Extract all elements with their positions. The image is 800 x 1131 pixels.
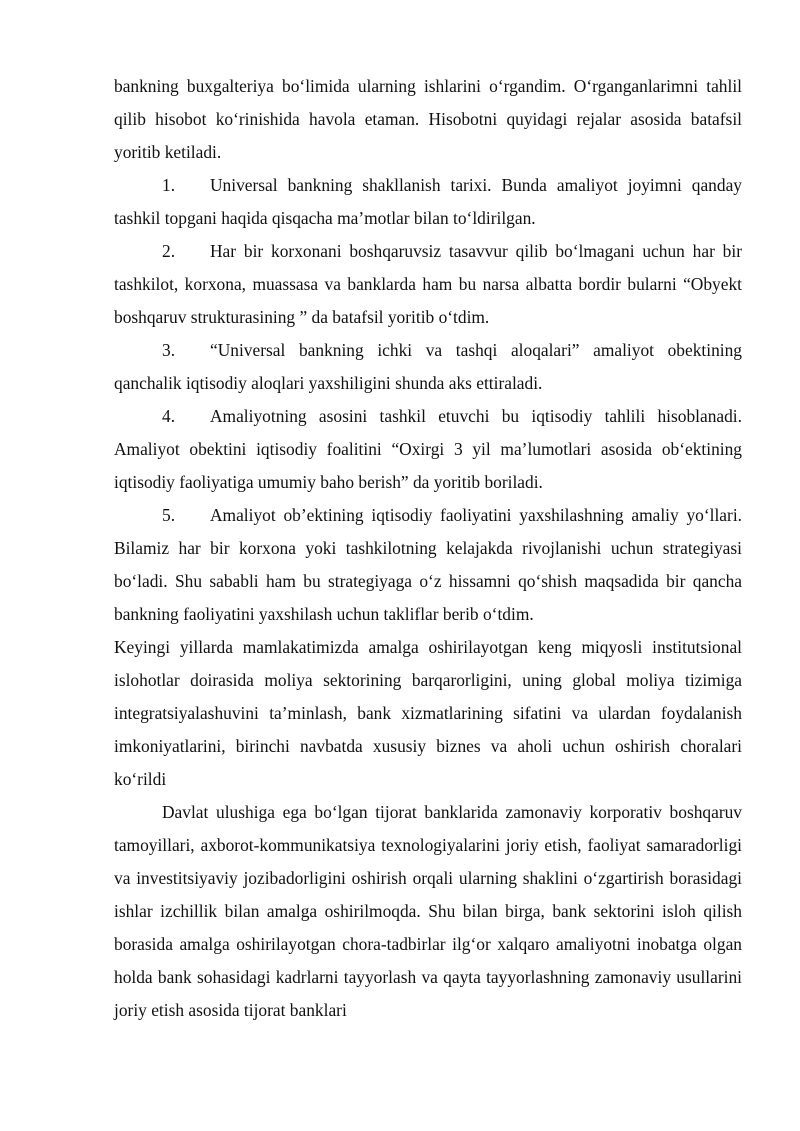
list-number: 5.: [162, 505, 176, 525]
list-item-2: [114, 235, 742, 334]
body-paragraph-2: Davlat ulushiga ega bo‘lgan tijorat banklarida zamonaviy korporativ boshqaruv tamoyillari, axborot-kommunikatsiya texnologiyalarini joriy etish, faoliyat samaradorligi va investitsiyaviy jozibadorligini oshirish orqali ularning shaklini o‘zgartirish borasidagi ishlar izchillik bilan amalga oshirilmoqda. Shu bilan birga, bank sektorini isloh qilish borasida amalga oshirilayotgan chora-tadbirlar ilg‘or xalqaro amaliyotni inobatga olgan holda bank sohasidagi kadrlarni tayyorlash va qayta tayyorlashning zamonaviy usullarini joriy etish asosida tijorat banklari: [114, 802, 742, 1020]
list-text: Har bir korxonani boshqaruvsiz tasavvur qilib bo‘lmagani uchun har bir tashkilot, korxona, muassasa va banklarda ham bu narsa albatta bordir bularni “Obyekt boshqaruv strukturasining ” da batafsil yoritib o‘tdim.: [114, 241, 742, 327]
list-item-4: [114, 400, 742, 499]
list-item-1: [114, 169, 742, 235]
list-text: “Universal bankning ichki va tashqi aloqalari” amaliyot obektining qanchalik iqtisodiy aloqlari yaxshiligini shunda aks ettiraladi.: [114, 340, 742, 393]
intro-paragraph: bankning buxgalteriya bo‘limida ularning ishlarini o‘rgandim. O‘rganganlarimni tahlil qilib hisobot ko‘rinishida havola etaman. Hisobotni quyidagi rejalar asosida batafsil yoritib ketiladi.: [114, 76, 742, 162]
list-text: Universal bankning shakllanish tarixi. Bunda amaliyot joyimni qanday tashkil topgani haqida qisqacha ma’motlar bilan to‘ldirilgan.: [114, 175, 742, 228]
list-item-3: [114, 334, 742, 400]
document-page: [114, 70, 742, 1027]
list-text: Amaliyotning asosini tashkil etuvchi bu iqtisodiy tahlili hisoblanadi. Amaliyot obektini iqtisodiy foalitini “Oxirgi 3 yil ma’lumotlari asosida ob‘ektining iqtisodiy faoliyatiga umumiy baho berish” da yoritib boriladi.: [114, 406, 742, 492]
list-number: 2.: [162, 241, 176, 261]
list-number: 3.: [162, 340, 176, 360]
list-number: 1.: [162, 175, 176, 195]
body-paragraph-1: Keyingi yillarda mamlakatimizda amalga oshirilayotgan keng miqyosli institutsional islohotlar doirasida moliya sektorining barqarorligini, uning global moliya tizimiga integratsiyalashuvini ta’minlash, bank xizmatlarining sifatini va ulardan foydalanish imkoniyatlarini, birinchi navbatda xususiy biznes va aholi uchun oshirish choralari ko‘rildi: [114, 637, 742, 789]
list-number: 4.: [162, 406, 176, 426]
list-item-5: [114, 499, 742, 631]
list-text: Amaliyot ob’ektining iqtisodiy faoliyatini yaxshilashning amaliy yo‘llari. Bilamiz har bir korxona yoki tashkilotning kelajakda rivojlanishi uchun strategiyasi bo‘ladi. Shu sababli ham bu strategiyaga o‘z hissamni qo‘shish maqsadida bir qancha bankning faoliyatini yaxshilash uchun takliflar berib o‘tdim.: [114, 505, 742, 624]
